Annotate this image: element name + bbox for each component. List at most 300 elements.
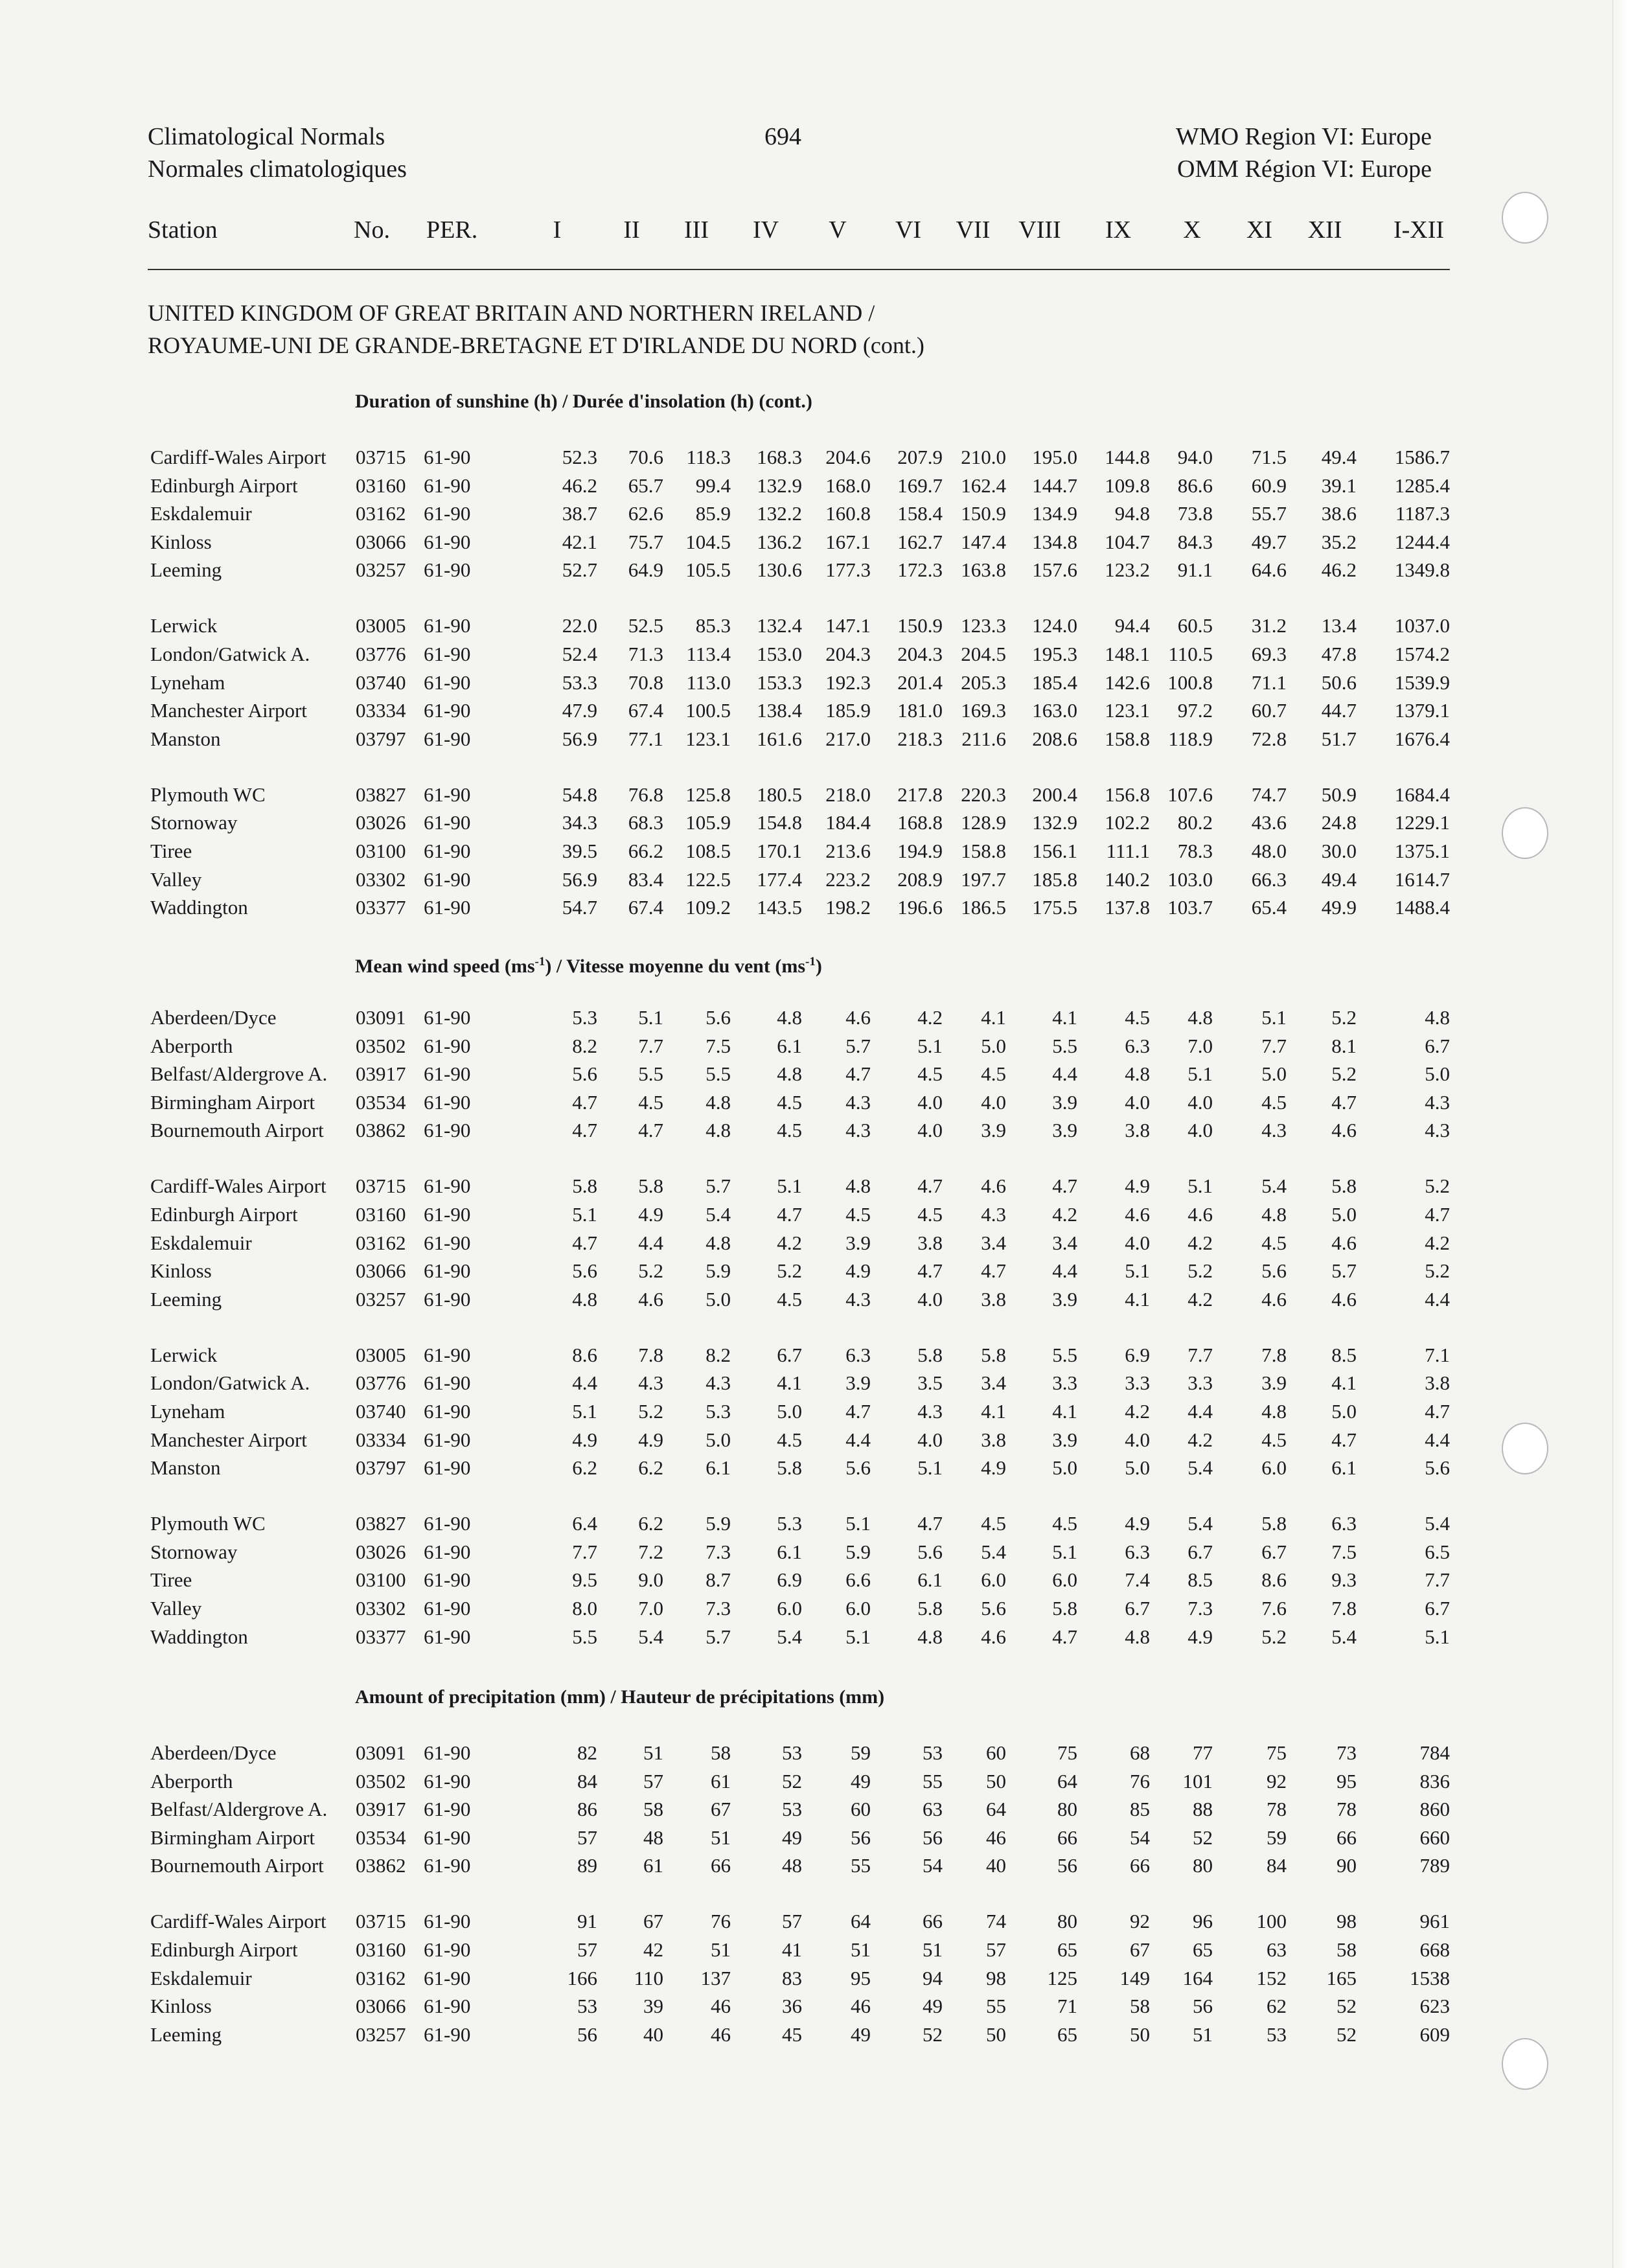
value-cell: 100.5 (685, 699, 731, 722)
period: 61-90 (424, 1597, 471, 1620)
value-cell: 104.5 (685, 531, 731, 553)
value-cell: 50 (986, 1770, 1006, 1793)
period: 61-90 (424, 671, 471, 694)
value-cell: 4.4 (1052, 1259, 1077, 1282)
value-cell: 152 (1256, 1967, 1287, 1989)
value-cell: 66 (1337, 1826, 1357, 1849)
value-cell: 3.4 (1052, 1231, 1077, 1254)
value-cell: 4.5 (1052, 1512, 1077, 1535)
table-row (0, 1964, 1652, 1993)
value-cell: 46 (711, 1995, 731, 2017)
value-cell: 102.2 (1105, 811, 1150, 834)
value-cell: 109.8 (1105, 474, 1150, 497)
value-cell: 38.6 (1321, 502, 1357, 525)
value-cell: 68 (1130, 1741, 1150, 1764)
station-number: 03091 (356, 1741, 406, 1764)
station-name: Valley (150, 868, 202, 891)
station-number: 03334 (356, 699, 406, 722)
value-cell: 4.8 (706, 1231, 731, 1254)
value-cell: 162.7 (897, 531, 943, 553)
value-cell: 69.3 (1251, 643, 1287, 665)
station-number: 03005 (356, 614, 406, 637)
value-cell: 85.9 (695, 502, 731, 525)
value-cell: 156.1 (1032, 840, 1077, 862)
value-cell: 4.6 (1331, 1288, 1357, 1311)
value-cell: 4.3 (638, 1371, 663, 1394)
value-cell: 4.2 (1187, 1231, 1213, 1254)
value-cell: 4.1 (1125, 1288, 1150, 1311)
period: 61-90 (424, 1006, 471, 1029)
value-cell: 48 (643, 1826, 663, 1849)
value-cell: 4.7 (572, 1119, 597, 1141)
period: 61-90 (424, 896, 471, 919)
value-cell: 6.2 (638, 1512, 663, 1535)
value-cell: 223.2 (825, 868, 871, 891)
value-cell: 153.0 (757, 643, 802, 665)
station-name: Waddington (150, 896, 248, 919)
value-cell: 4.8 (1425, 1006, 1450, 1029)
value-cell: 9.5 (572, 1568, 597, 1591)
value-cell: 62 (1267, 1995, 1287, 2017)
value-cell: 3.9 (1052, 1091, 1077, 1114)
value-cell: 24.8 (1321, 811, 1357, 834)
value-cell: 4.0 (1125, 1428, 1150, 1451)
value-cell: 210.0 (961, 446, 1006, 468)
value-cell: 56 (851, 1826, 871, 1849)
value-cell: 149 (1119, 1967, 1150, 1989)
value-cell: 7.3 (706, 1597, 731, 1620)
value-cell: 43.6 (1251, 811, 1287, 834)
value-cell: 54 (1130, 1826, 1150, 1849)
value-cell: 66 (711, 1854, 731, 1877)
column-header-month-4: IV (752, 216, 779, 244)
value-cell: 8.0 (572, 1597, 597, 1620)
value-cell: 71.5 (1251, 446, 1287, 468)
table-row (0, 1397, 1652, 1426)
value-cell: 162.4 (961, 474, 1006, 497)
value-cell: 5.7 (845, 1035, 871, 1057)
value-cell: 74 (986, 1910, 1006, 1932)
value-cell: 4.6 (981, 1625, 1006, 1648)
station-number: 03740 (356, 671, 406, 694)
value-cell: 185.4 (1032, 671, 1077, 694)
value-cell: 165 (1326, 1967, 1357, 1989)
value-cell: 5.7 (706, 1625, 731, 1648)
value-cell: 6.3 (845, 1344, 871, 1366)
value-cell: 63 (923, 1798, 943, 1820)
value-cell: 47.9 (562, 699, 597, 722)
station-number: 03302 (356, 868, 406, 891)
station-name: Manston (150, 727, 221, 750)
value-cell: 4.4 (1052, 1062, 1077, 1085)
value-cell: 1586.7 (1394, 446, 1450, 468)
value-cell: 3.9 (845, 1371, 871, 1394)
value-cell: 6.4 (572, 1512, 597, 1535)
station-name: Lerwick (150, 1344, 218, 1366)
value-cell: 4.7 (1425, 1400, 1450, 1423)
value-cell: 3.9 (845, 1231, 871, 1254)
value-cell: 5.6 (981, 1597, 1006, 1620)
value-cell: 1187.3 (1395, 502, 1450, 525)
value-cell: 73.8 (1177, 502, 1213, 525)
value-cell: 45 (782, 2023, 802, 2046)
value-cell: 4.2 (1125, 1400, 1150, 1423)
station-number: 03715 (356, 446, 406, 468)
station-name: Manchester Airport (150, 1428, 307, 1451)
value-cell: 4.3 (981, 1203, 1006, 1226)
value-cell: 4.8 (706, 1119, 731, 1141)
table-row (0, 837, 1652, 865)
table-row (0, 1116, 1652, 1145)
station-number: 03257 (356, 558, 406, 581)
value-cell: 58 (1337, 1938, 1357, 1961)
value-cell: 4.7 (572, 1231, 597, 1254)
column-header-month-6: VI (895, 216, 922, 244)
value-cell: 153.3 (757, 671, 802, 694)
table-row (0, 893, 1652, 922)
value-cell: 5.2 (1331, 1006, 1357, 1029)
value-cell: 57 (782, 1910, 802, 1932)
value-cell: 5.4 (777, 1625, 802, 1648)
value-cell: 122.5 (685, 868, 731, 891)
station-name: Waddington (150, 1625, 248, 1648)
period: 61-90 (424, 1400, 471, 1423)
value-cell: 5.9 (706, 1512, 731, 1535)
table-row (0, 865, 1652, 894)
value-cell: 65 (1193, 1938, 1213, 1961)
period: 61-90 (424, 783, 471, 806)
period: 61-90 (424, 614, 471, 637)
value-cell: 66.3 (1251, 868, 1287, 891)
station-number: 03160 (356, 1938, 406, 1961)
value-cell: 46.2 (562, 474, 597, 497)
value-cell: 138.4 (757, 699, 802, 722)
value-cell: 94 (923, 1967, 943, 1989)
value-cell: 668 (1419, 1938, 1450, 1961)
station-name: Aberporth (150, 1035, 233, 1057)
value-cell: 5.5 (638, 1062, 663, 1085)
value-cell: 5.8 (1331, 1174, 1357, 1197)
value-cell: 150.9 (961, 502, 1006, 525)
value-cell: 4.5 (1261, 1091, 1287, 1114)
value-cell: 217.8 (897, 783, 943, 806)
value-cell: 3.3 (1187, 1371, 1213, 1394)
value-cell: 5.1 (845, 1625, 871, 1648)
header-title-en: Climatological Normals (148, 123, 385, 150)
value-cell: 5.8 (1261, 1512, 1287, 1535)
value-cell: 204.5 (961, 643, 1006, 665)
value-cell: 5.8 (917, 1597, 943, 1620)
value-cell: 53 (782, 1741, 802, 1764)
value-cell: 1538 (1410, 1967, 1450, 1989)
station-number: 03302 (356, 1597, 406, 1620)
value-cell: 67 (643, 1910, 663, 1932)
value-cell: 49.7 (1251, 531, 1287, 553)
station-number: 03160 (356, 474, 406, 497)
value-cell: 4.9 (981, 1456, 1006, 1479)
value-cell: 6.0 (1261, 1456, 1287, 1479)
value-cell: 4.0 (917, 1119, 943, 1141)
value-cell: 166 (567, 1967, 597, 1989)
period: 61-90 (424, 1035, 471, 1057)
value-cell: 5.1 (917, 1035, 943, 1057)
value-cell: 80 (1057, 1910, 1077, 1932)
value-cell: 4.4 (638, 1231, 663, 1254)
station-number: 03026 (356, 811, 406, 834)
value-cell: 67 (1130, 1938, 1150, 1961)
value-cell: 52 (1337, 1995, 1357, 2017)
table-row (0, 1257, 1652, 1285)
column-header-month-7: VII (956, 216, 991, 244)
value-cell: 6.1 (1331, 1456, 1357, 1479)
value-cell: 180.5 (757, 783, 802, 806)
station-name: Bournemouth Airport (150, 1854, 324, 1877)
value-cell: 5.8 (917, 1344, 943, 1366)
value-cell: 4.4 (845, 1428, 871, 1451)
value-cell: 961 (1419, 1910, 1450, 1932)
value-cell: 204.3 (897, 643, 943, 665)
column-header-month-12: XII (1307, 216, 1342, 244)
value-cell: 123.1 (685, 727, 731, 750)
value-cell: 1375.1 (1394, 840, 1450, 862)
value-cell: 4.3 (845, 1288, 871, 1311)
column-header-month-3: III (684, 216, 709, 244)
station-name: London/Gatwick A. (150, 643, 310, 665)
value-cell: 49 (851, 2023, 871, 2046)
value-cell: 4.6 (1187, 1203, 1213, 1226)
period: 61-90 (424, 1910, 471, 1932)
value-cell: 213.6 (825, 840, 871, 862)
value-cell: 57 (577, 1826, 597, 1849)
value-cell: 123.1 (1105, 699, 1150, 722)
value-cell: 41 (782, 1938, 802, 1961)
station-name: Cardiff-Wales Airport (150, 1910, 327, 1932)
value-cell: 70.6 (628, 446, 663, 468)
value-cell: 168.3 (757, 446, 802, 468)
value-cell: 7.7 (572, 1541, 597, 1563)
station-name: Kinloss (150, 531, 212, 553)
value-cell: 92 (1130, 1910, 1150, 1932)
value-cell: 1379.1 (1394, 699, 1450, 722)
value-cell: 82 (577, 1741, 597, 1764)
value-cell: 86.6 (1177, 474, 1213, 497)
value-cell: 7.8 (1331, 1597, 1357, 1620)
value-cell: 49 (851, 1770, 871, 1793)
table-row (0, 1369, 1652, 1397)
period: 61-90 (424, 1371, 471, 1394)
value-cell: 156.8 (1105, 783, 1150, 806)
station-name: Edinburgh Airport (150, 1203, 298, 1226)
period: 61-90 (424, 1428, 471, 1451)
value-cell: 7.7 (1187, 1344, 1213, 1366)
value-cell: 5.7 (706, 1174, 731, 1197)
value-cell: 75 (1267, 1741, 1287, 1764)
value-cell: 80 (1193, 1854, 1213, 1877)
table-row (0, 808, 1652, 837)
value-cell: 66.2 (628, 840, 663, 862)
value-cell: 75 (1057, 1741, 1077, 1764)
header-title-fr: Normales climatologiques (148, 155, 407, 183)
station-number: 03797 (356, 1456, 406, 1479)
value-cell: 65.7 (628, 474, 663, 497)
station-name: Leeming (150, 558, 222, 581)
value-cell: 66 (1057, 1826, 1077, 1849)
value-cell: 90 (1337, 1854, 1357, 1877)
value-cell: 5.1 (1261, 1006, 1287, 1029)
value-cell: 54.7 (562, 896, 597, 919)
value-cell: 201.4 (897, 671, 943, 694)
value-cell: 103.0 (1167, 868, 1213, 891)
station-number: 03005 (356, 1344, 406, 1366)
station-number: 03091 (356, 1006, 406, 1029)
value-cell: 6.7 (777, 1344, 802, 1366)
value-cell: 5.2 (1261, 1625, 1287, 1648)
value-cell: 3.8 (1125, 1119, 1150, 1141)
column-header-no: No. (354, 216, 390, 244)
value-cell: 142.6 (1105, 671, 1150, 694)
table-row (0, 1795, 1652, 1824)
value-cell: 47.8 (1321, 643, 1357, 665)
period: 61-90 (424, 699, 471, 722)
value-cell: 5.0 (1261, 1062, 1287, 1085)
value-cell: 5.6 (845, 1456, 871, 1479)
value-cell: 73 (1337, 1741, 1357, 1764)
value-cell: 5.8 (572, 1174, 597, 1197)
period: 61-90 (424, 1203, 471, 1226)
period: 61-90 (424, 1091, 471, 1114)
station-number: 03827 (356, 783, 406, 806)
period: 61-90 (424, 531, 471, 553)
value-cell: 39 (643, 1995, 663, 2017)
value-cell: 7.6 (1261, 1597, 1287, 1620)
value-cell: 60.5 (1177, 614, 1213, 637)
value-cell: 5.9 (706, 1259, 731, 1282)
station-number: 03534 (356, 1091, 406, 1114)
value-cell: 7.4 (1125, 1568, 1150, 1591)
country-heading (148, 297, 924, 361)
station-name: Manchester Airport (150, 699, 307, 722)
table-row (0, 781, 1652, 809)
value-cell: 92 (1267, 1770, 1287, 1793)
station-number: 03797 (356, 727, 406, 750)
value-cell: 1684.4 (1394, 783, 1450, 806)
value-cell: 42 (643, 1938, 663, 1961)
column-header-month-8: VIII (1018, 216, 1061, 244)
value-cell: 7.8 (1261, 1344, 1287, 1366)
value-cell: 22.0 (562, 614, 597, 637)
value-cell: 4.1 (1052, 1006, 1077, 1029)
period: 61-90 (424, 811, 471, 834)
station-number: 03917 (356, 1798, 406, 1820)
value-cell: 1229.1 (1394, 811, 1450, 834)
value-cell: 160.8 (825, 502, 871, 525)
value-cell: 172.3 (897, 558, 943, 581)
station-name: Lyneham (150, 1400, 225, 1423)
value-cell: 5.0 (1125, 1456, 1150, 1479)
value-cell: 4.2 (1187, 1288, 1213, 1311)
value-cell: 4.5 (777, 1428, 802, 1451)
value-cell: 170.1 (757, 840, 802, 862)
value-cell: 211.6 (961, 727, 1006, 750)
value-cell: 6.9 (1125, 1344, 1150, 1366)
value-cell: 50.6 (1321, 671, 1357, 694)
value-cell: 44.7 (1321, 699, 1357, 722)
value-cell: 91.1 (1177, 558, 1213, 581)
value-cell: 84.3 (1177, 531, 1213, 553)
station-name: Eskdalemuir (150, 1967, 252, 1989)
value-cell: 105.5 (685, 558, 731, 581)
value-cell: 58 (711, 1741, 731, 1764)
value-cell: 57 (986, 1938, 1006, 1961)
value-cell: 217.0 (825, 727, 871, 750)
value-cell: 6.2 (638, 1456, 663, 1479)
value-cell: 65.4 (1251, 896, 1287, 919)
station-name: Eskdalemuir (150, 1231, 252, 1254)
value-cell: 57 (577, 1938, 597, 1961)
value-cell: 5.3 (706, 1400, 731, 1423)
value-cell: 100 (1256, 1910, 1287, 1932)
column-header-station: Station (148, 216, 218, 244)
station-name: Aberdeen/Dyce (150, 1741, 277, 1764)
value-cell: 660 (1419, 1826, 1450, 1849)
value-cell: 52.7 (562, 558, 597, 581)
value-cell: 147.1 (825, 614, 871, 637)
value-cell: 4.9 (845, 1259, 871, 1282)
value-cell: 4.5 (1261, 1428, 1287, 1451)
value-cell: 4.1 (1331, 1371, 1357, 1394)
value-cell: 5.9 (845, 1541, 871, 1563)
value-cell: 4.3 (917, 1400, 943, 1423)
value-cell: 4.6 (981, 1174, 1006, 1197)
value-cell: 49 (782, 1826, 802, 1849)
value-cell: 5.0 (1331, 1203, 1357, 1226)
value-cell: 84 (1267, 1854, 1287, 1877)
station-number: 03162 (356, 1967, 406, 1989)
value-cell: 4.2 (777, 1231, 802, 1254)
value-cell: 4.7 (1425, 1203, 1450, 1226)
value-cell: 207.9 (897, 446, 943, 468)
country-line-1: UNITED KINGDOM OF GREAT BRITAIN AND NORTHERN IRELAND / (148, 300, 875, 326)
value-cell: 5.2 (777, 1259, 802, 1282)
value-cell: 6.1 (706, 1456, 731, 1479)
header-region-fr: OMM Région VI: Europe (1177, 155, 1432, 183)
period: 61-90 (424, 1854, 471, 1877)
period: 61-90 (424, 1259, 471, 1282)
value-cell: 5.6 (917, 1541, 943, 1563)
value-cell: 5.4 (706, 1203, 731, 1226)
value-cell: 55 (923, 1770, 943, 1793)
value-cell: 6.5 (1425, 1541, 1450, 1563)
value-cell: 4.0 (917, 1091, 943, 1114)
value-cell: 4.3 (845, 1091, 871, 1114)
table-row (0, 696, 1652, 725)
period: 61-90 (424, 1288, 471, 1311)
value-cell: 4.7 (981, 1259, 1006, 1282)
value-cell: 46 (986, 1826, 1006, 1849)
value-cell: 836 (1419, 1770, 1450, 1793)
value-cell: 4.8 (1125, 1625, 1150, 1648)
table-row (0, 640, 1652, 669)
station-name: Cardiff-Wales Airport (150, 1174, 327, 1197)
value-cell: 177.3 (825, 558, 871, 581)
value-cell: 123.2 (1105, 558, 1150, 581)
value-cell: 5.4 (1261, 1174, 1287, 1197)
station-name: Lyneham (150, 671, 225, 694)
value-cell: 4.9 (638, 1428, 663, 1451)
value-cell: 5.6 (1425, 1456, 1450, 1479)
value-cell: 50 (1130, 2023, 1150, 2046)
value-cell: 40 (986, 1854, 1006, 1877)
